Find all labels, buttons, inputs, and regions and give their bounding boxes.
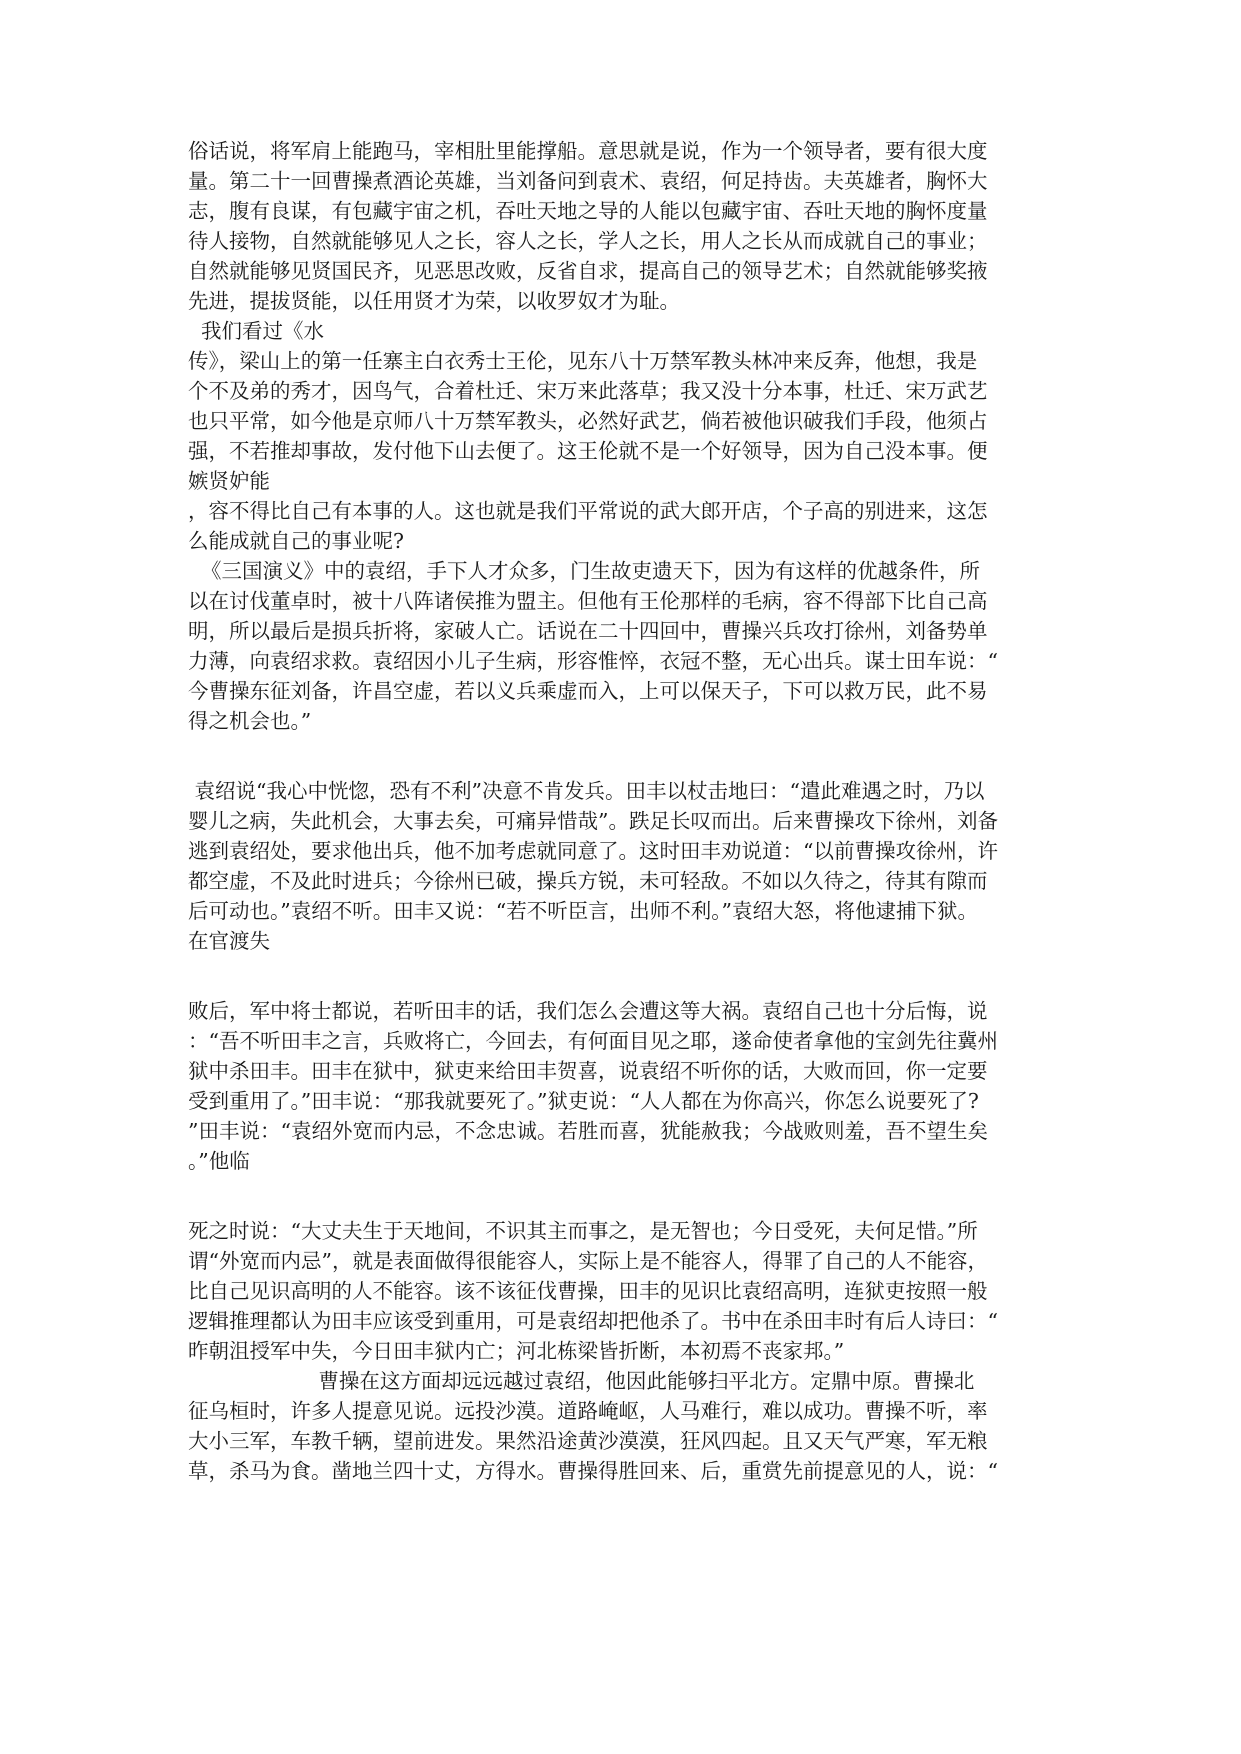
text-line: 草，杀马为食。凿地兰四十丈，方得水。曹操得胜回来、后，重赏先前提意见的人，说：“ (188, 1459, 998, 1483)
text-line: 婴儿之病，失此机会，大事去矣，可痛异惜哉”。跌足长叹而出。后来曹操攻下徐州，刘备 (188, 809, 998, 833)
text-line: 在官渡失 (188, 929, 270, 953)
text-line: 逻辑推理都认为田丰应该受到重用，可是袁绍却把他杀了。书中在杀田丰时有后人诗曰：“ (188, 1309, 998, 1333)
text-line: 以在讨伐董卓时，被十八阵诸侯推为盟主。但他有王伦那样的毛病，容不得部下比自己高 (188, 589, 988, 613)
text-line: 自然就能够见贤国民齐，见恶思改败，反省自求，提高自己的领导艺术；自然就能够奖掖 (188, 259, 988, 283)
text-line: 比自己见识高明的人不能容。该不该征伐曹操，田丰的见识比袁绍高明，连狱吏按照一般 (188, 1279, 988, 1303)
text-line: 量。第二十一回曹操煮酒论英雄，当刘备问到袁术、袁绍，何足持齿。夫英雄者，胸怀大 (188, 169, 988, 193)
text-line: 征乌桓时，许多人提意见说。远投沙漠。道路崦岖，人马难行，难以成功。曹操不听，率 (188, 1399, 988, 1423)
text-line: 狱中杀田丰。田丰在狱中，狱吏来给田丰贺喜，说袁绍不听你的话，大败而回，你一定要 (188, 1059, 988, 1083)
text-line: 传》，梁山上的第一任寨主白衣秀士王伦，见东八十万禁军教头林冲来反奔，他想，我是 (188, 349, 978, 373)
text-line: 嫉贤妒能 (188, 469, 270, 493)
text-line: 明，所以最后是损兵折将，家破人亡。话说在二十四回中，曹操兴兵攻打徐州，刘备势单 (188, 619, 988, 643)
text-line: 先进，提拔贤能，以任用贤才为荣，以收罗奴才为耻。 (188, 289, 680, 313)
text-line: 死之时说：“大丈夫生于天地间，不识其主而事之，是无智也；今日受死，夫何足惜。”所 (188, 1219, 978, 1243)
text-line: 俗话说，将军肩上能跑马，宰相肚里能撑船。意思就是说，作为一个领导者，要有很大度 (188, 139, 988, 163)
text-line: 《三国演义》中的袁绍，手下人才众多，门生故吏遗天下，因为有这样的优越条件，所 (188, 559, 981, 583)
text-line: 受到重用了。”田丰说：“那我就要死了。”狱吏说：“人人都在为你高兴，你怎么说要死了? (188, 1089, 979, 1113)
text-line: 都空虚，不及此时进兵；今徐州已破，操兵方锐，未可轻敌。不如以久待之，待其有隙而 (188, 869, 988, 893)
text-line: 力薄，向袁绍求救。袁绍因小儿子生病，形容惟悴，衣冠不整，无心出兵。谋士田车说：“ (188, 649, 998, 673)
text-line: 昨朝沮授军中失，今日田丰狱内亡；河北栋梁皆折断，本初焉不丧家邦。” (188, 1339, 845, 1363)
text-line: 。”他临 (188, 1149, 250, 1173)
text-line: 个不及弟的秀才，因鸟气，合着杜迁、宋万来此落草；我又没十分本事，杜迁、宋万武艺 (188, 379, 988, 403)
text-line: 今曹操东征刘备，许昌空虚，若以义兵乘虚而入，上可以保天子，下可以救万民，此不易 (188, 679, 988, 703)
text-line: 待人接物，自然就能够见人之长，容人之长，学人之长，用人之长从而成就自己的事业； (188, 229, 988, 253)
text-line: 我们看过《水 (188, 319, 325, 343)
text-line: 谓“外宽而内忌”，就是表面做得很能容人，实际上是不能容人，得罪了自己的人不能容， (188, 1249, 988, 1273)
text-line: 得之机会也。” (188, 709, 312, 733)
text-line: 志，腹有良谋，有包藏宇宙之机，吞吐天地之导的人能以包藏宇宙、吞吐天地的胸怀度量 (188, 199, 988, 223)
text-line: 袁绍说“我心中恍惚，恐有不利”决意不肯发兵。田丰以杖击地曰：“遣此难遇之时，乃以 (188, 779, 985, 803)
text-line: ，容不得比自己有本事的人。这也就是我们平常说的武大郎开店，个子高的别进来，这怎 (188, 499, 988, 523)
text-line: 曹操在这方面却远远越过袁绍，他因此能够扫平北方。定鼎中原。曹操北 (188, 1369, 975, 1393)
text-line: 强，不若推却事故，发付他下山去便了。这王伦就不是一个好领导，因为自己没本事。便 (188, 439, 988, 463)
text-line: 败后，军中将士都说，若听田丰的话，我们怎么会遭这等大祸。袁绍自己也十分后悔，说 (188, 999, 988, 1023)
text-line: 也只平常，如今他是京师八十万禁军教头，必然好武艺，倘若被他识破我们手段，他须占 (188, 409, 988, 433)
text-line: ：“吾不听田丰之言，兵败将亡，今回去，有何面目见之耶，遂命使者拿他的宝剑先往冀州 (188, 1029, 998, 1053)
text-line: 么能成就自己的事业呢? (188, 529, 404, 553)
text-line: 后可动也。”袁绍不听。田丰又说：“若不听臣言，出师不利。”袁绍大怒，将他逮捕下狱。 (188, 899, 978, 923)
text-line: ”田丰说：“袁绍外宽而内忌，不念忠诚。若胜而喜，犹能赦我；今战败则羞，吾不望生矣 (188, 1119, 988, 1143)
text-line: 逃到袁绍处，要求他出兵，他不加考虑就同意了。这时田丰劝说道：“以前曹操攻徐州，许 (188, 839, 998, 863)
text-line: 大小三军，车教千辆，望前进发。果然沿途黄沙漠漠，狂风四起。且又天气严寒，军无粮 (188, 1429, 988, 1453)
